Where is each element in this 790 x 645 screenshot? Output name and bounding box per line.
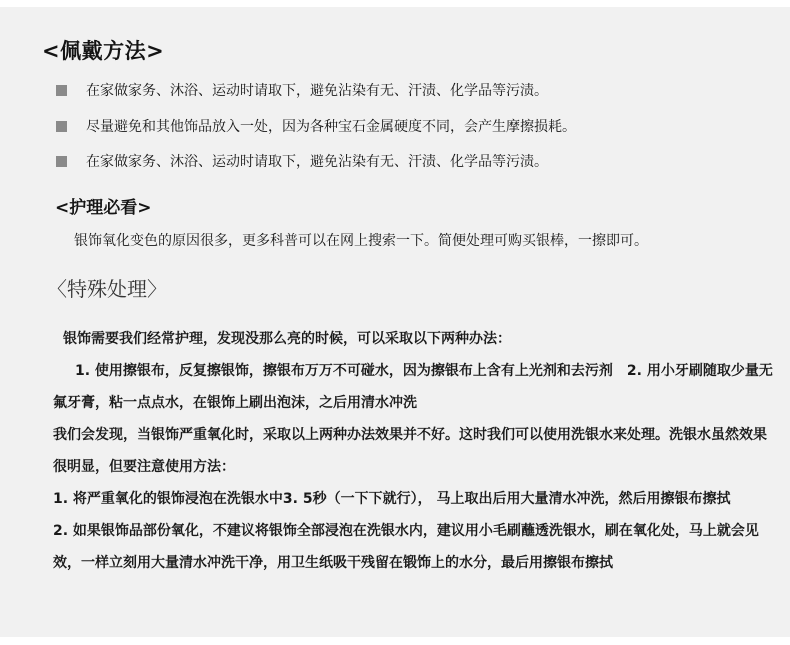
special-treatment-body [53,323,775,579]
special-method-line: 1. 使用擦银布，反复擦银饰，擦银布万万不可碰水，因为擦银布上含有上光剂和去污剂 2. 用小牙刷随取少量无氟牙膏，粘一点点水，在银饰上刷出泡沫，之后用清水冲洗 [53,363,773,411]
wearing-tip-text: 在家做家务、沐浴、运动时请取下，避免沾染有无、汗渍、化学品等污渍。 [86,154,548,170]
special-step-1: 1. 将严重氧化的银饰浸泡在洗银水中3. 5秒（一下下就行）， 马上取出后用大量清水冲洗，然后用擦银布擦拭 [53,491,731,507]
wearing-tip-2 [56,117,576,137]
special-paragraph: 我们会发现，当银饰严重氧化时，采取以上两种办法效果并不好。这时我们可以使用洗银水来处理。洗银水虽然效果很明显，但要注意使用方法： [53,427,767,475]
square-bullet-icon [56,156,67,167]
wearing-method-heading: <佩戴方法> [42,39,165,63]
wearing-tip-3 [56,152,548,172]
wearing-tip-1 [56,81,548,101]
content-panel [0,7,790,637]
care-text: 银饰氧化变色的原因很多，更多科普可以在网上搜索一下。简便处理可购买银棒，一擦即可。 [74,233,648,249]
square-bullet-icon [56,121,67,132]
special-intro: 银饰需要我们经常护理，发现没那么亮的时候，可以采取以下两种办法： [63,331,511,347]
special-treatment-heading: 〈特殊处理〉 [47,277,167,301]
wearing-tip-text: 尽量避免和其他饰品放入一处，因为各种宝石金属硬度不同，会产生摩擦损耗。 [86,119,576,135]
special-methods [53,355,775,419]
square-bullet-icon [56,85,67,96]
care-heading: <护理必看> [55,198,152,218]
wearing-tip-text: 在家做家务、沐浴、运动时请取下，避免沾染有无、汗渍、化学品等污渍。 [86,83,548,99]
special-step-2: 2. 如果银饰品部份氧化，不建议将银饰全部浸泡在洗银水内，建议用小毛刷蘸透洗银水，刷在氧化处，马上就会见效，一样立刻用大量清水冲洗干净，用卫生纸吸干残留在锻饰上的水分，最后用擦银布擦拭 [53,523,759,571]
